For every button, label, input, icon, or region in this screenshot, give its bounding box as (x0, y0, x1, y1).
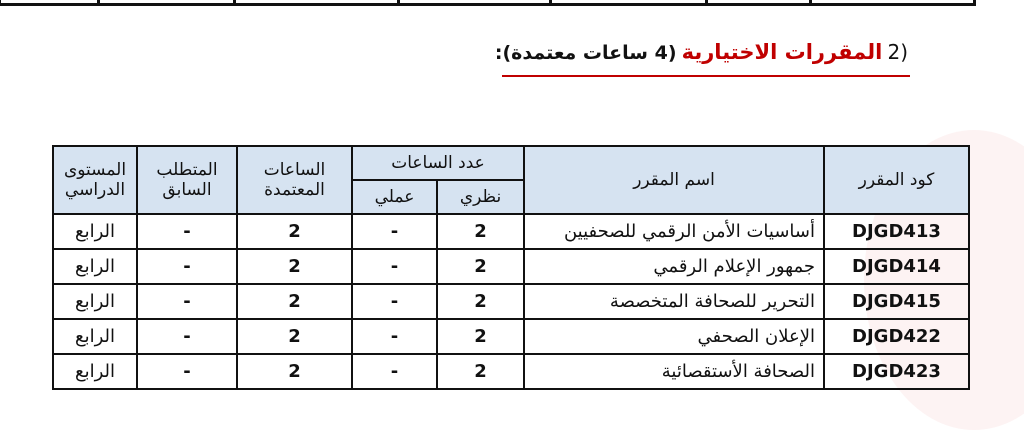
section-credit-note: (4 ساعات معتمدة): (494, 42, 677, 64)
credit-hours: 2 (237, 354, 352, 389)
theory-hours: 2 (437, 284, 524, 319)
section-heading (495, 40, 908, 64)
course-name: الصحافة الأستقصائية (524, 354, 824, 389)
practical-hours: - (352, 319, 437, 354)
credit-hours: 2 (237, 249, 352, 284)
header-level: المستوى الدراسي (53, 146, 137, 214)
practical-hours: - (352, 214, 437, 249)
header-hours-group: عدد الساعات (352, 146, 524, 180)
section-number: (2 (887, 40, 908, 64)
prerequisite: - (137, 249, 237, 284)
heading-underline (502, 75, 910, 77)
prerequisite: - (137, 284, 237, 319)
table-row (53, 284, 969, 319)
course-code: DJGD423 (824, 354, 969, 389)
course-code: DJGD422 (824, 319, 969, 354)
section-title: المقررات الاختيارية (681, 40, 883, 64)
header-prerequisite: المتطلب السابق (137, 146, 237, 214)
course-code: DJGD413 (824, 214, 969, 249)
theory-hours: 2 (437, 249, 524, 284)
course-name: الإعلان الصحفي (524, 319, 824, 354)
study-level: الرابع (53, 249, 137, 284)
credit-hours: 2 (237, 319, 352, 354)
elective-courses-table (52, 145, 970, 390)
header-credit-hours: الساعات المعتمدة (237, 146, 352, 214)
study-level: الرابع (53, 214, 137, 249)
practical-hours: - (352, 284, 437, 319)
theory-hours: 2 (437, 319, 524, 354)
credit-hours: 2 (237, 214, 352, 249)
practical-hours: - (352, 354, 437, 389)
theory-hours: 2 (437, 354, 524, 389)
header-practical: عملي (352, 180, 437, 214)
header-theory: نظري (437, 180, 524, 214)
previous-table-bottom-edge (0, 0, 976, 6)
prerequisite: - (137, 354, 237, 389)
course-code: DJGD414 (824, 249, 969, 284)
credit-hours: 2 (237, 284, 352, 319)
table-row (53, 249, 969, 284)
practical-hours: - (352, 249, 437, 284)
header-row-top (53, 146, 969, 180)
header-name: اسم المقرر (524, 146, 824, 214)
study-level: الرابع (53, 354, 137, 389)
prerequisite: - (137, 319, 237, 354)
header-code: كود المقرر (824, 146, 969, 214)
course-name: أساسيات الأمن الرقمي للصحفيين (524, 214, 824, 249)
study-level: الرابع (53, 319, 137, 354)
table-row (53, 214, 969, 249)
prerequisite: - (137, 214, 237, 249)
course-name: جمهور الإعلام الرقمي (524, 249, 824, 284)
course-name: التحرير للصحافة المتخصصة (524, 284, 824, 319)
study-level: الرابع (53, 284, 137, 319)
course-code: DJGD415 (824, 284, 969, 319)
table-row (53, 354, 969, 389)
theory-hours: 2 (437, 214, 524, 249)
table-row (53, 319, 969, 354)
